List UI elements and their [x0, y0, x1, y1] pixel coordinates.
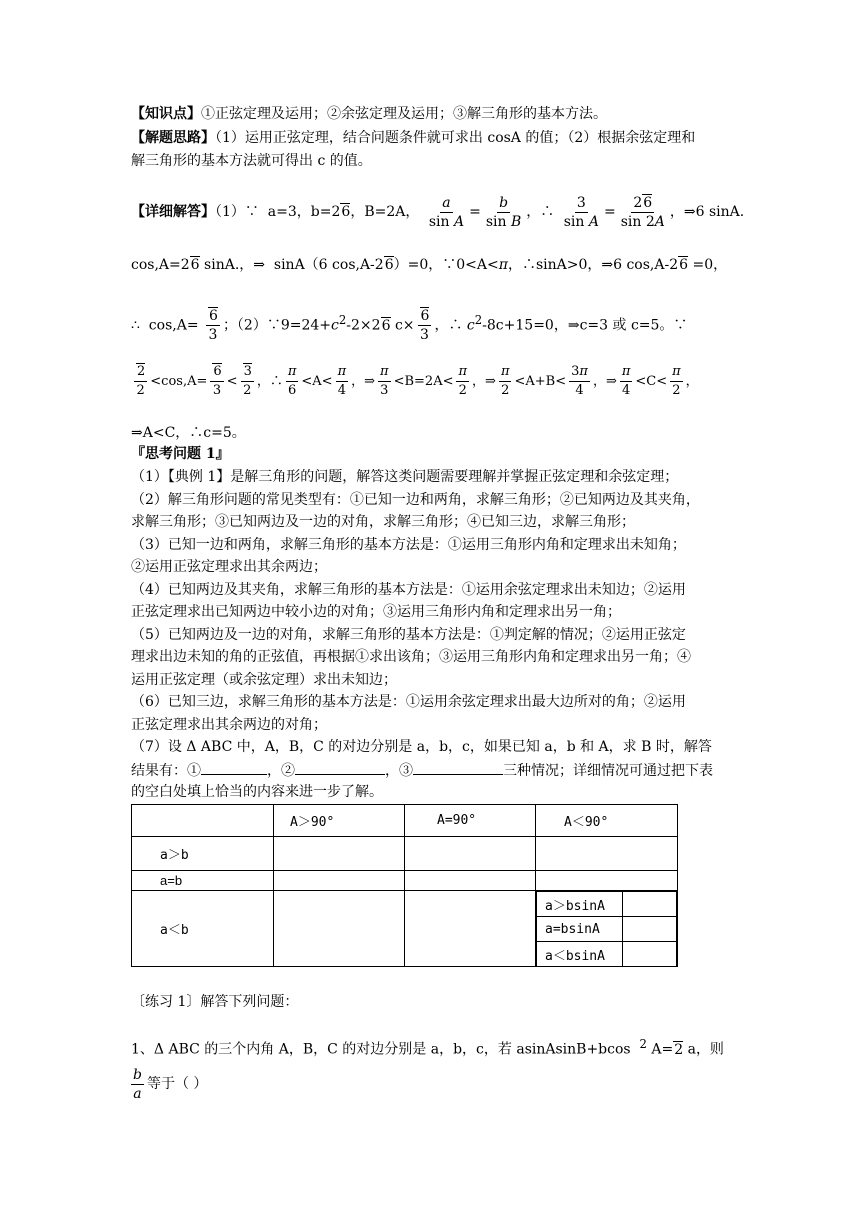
sub-row-label: a＞bsinA: [537, 892, 623, 917]
table-cell[interactable]: [405, 871, 536, 891]
exercise-q1-tail: 等于（ ）: [146, 1076, 208, 1092]
table-row: [132, 891, 678, 967]
knowledge-label: 【知识点】: [131, 106, 201, 122]
approach-line-1: [131, 128, 731, 148]
table-cell[interactable]: [536, 871, 678, 891]
fraction: $\frac{6}{3}$: [206, 307, 220, 344]
table-cell[interactable]: [536, 837, 678, 871]
thinking-line: （5）已知两边及一边的对角，求解三角形的基本方法是：①判定解的情况；②运用正弦定: [131, 627, 686, 643]
table-cell[interactable]: [405, 891, 536, 967]
knowledge-text: ①正弦定理及运用；②余弦定理及运用；③解三角形的基本方法。: [201, 106, 607, 122]
fraction-numerator: b: [133, 1066, 142, 1083]
fraction: [131, 1066, 144, 1103]
approach-line-2: 解三角形的基本方法就可得出 c 的值。: [131, 153, 372, 169]
solution-label: 【详细解答】: [131, 204, 215, 220]
thinking-line: 运用正弦定理（或余弦定理）求出未知边；: [131, 672, 397, 688]
table-cell[interactable]: [274, 837, 405, 871]
q7-text: ，③: [385, 763, 413, 779]
table-cell[interactable]: [274, 891, 405, 967]
sub-row-label: a=bsinA: [537, 917, 623, 942]
fraction: $\frac{6}{3}$: [418, 307, 432, 344]
fraction: $\frac{\pi}{4}$: [621, 364, 631, 398]
thinking-line: （2）解三角形问题的常见类型有：①已知一边和两角，求解三角形；②已知两边及其夹角，: [131, 492, 700, 508]
thinking-line: 求解三角形；③已知两边及一边的对角，求解三角形；④已知三边，求解三角形；: [131, 514, 635, 530]
solution-line-5: ⇒A<C，∴c=5。: [131, 425, 246, 441]
solution-line-3: ∴ cos,A= $\frac{6}{3}$ ；$(2)\because 9=24+c^2-2\times 26$ c× $\frac{6}{3}$ ，∴ $c^2-8c+15=0$，⇒c=3 或 c=5。∵: [131, 308, 688, 344]
fraction: $\frac{\pi}{6}$: [287, 364, 297, 398]
fraction-denominator: a: [133, 1085, 142, 1102]
fraction: $\frac{\pi}{2}$: [458, 364, 468, 398]
q7-text: ，②: [267, 763, 295, 779]
fraction: $\frac{3\pi}{4}$: [571, 364, 588, 398]
table-header-row: [132, 805, 678, 837]
fraction: $\frac{\pi}{2}$: [672, 364, 681, 398]
q7-text: 三种情况；详细情况可通过把下表: [503, 763, 713, 779]
answer-blank-2[interactable]: [295, 760, 385, 775]
solution-line-1: 【详细解答】（1）∵ a=3，b=26，B=2A， $\frac{a}{\text{sin A}}$ = $\frac{b}{\text{sin B}}$ ，∴ $\frac{3}{\text{sin A}}$ = $\frac{26}{\sin 2A}$ ，⇒6 sinA.: [131, 194, 745, 230]
thinking-line: （6）已知三边，求解三角形的基本方法是：①运用余弦定理求出最大边所对的角；②运用: [131, 694, 686, 710]
table-subcell-group: [536, 891, 678, 967]
fraction: $\frac{2}{2}$: [134, 363, 147, 400]
table-header-cell: A=90°: [405, 805, 536, 837]
exercise-q1-line: 1、Δ ABC 的三个内角 A，B，C 的对边分别是 a，b，c，若 asinAsinB+bcos $^2$ A=2 a，则: [131, 1037, 724, 1058]
fraction: $\frac{\pi}{2}$: [500, 364, 510, 398]
table-cell[interactable]: [623, 892, 677, 917]
exercise-q1-frac-line: [131, 1064, 731, 1104]
sub-table: [536, 891, 677, 966]
fraction: $\frac{3}{2}$: [241, 363, 254, 400]
fraction: $\frac{\pi}{4}$: [337, 364, 347, 398]
solution-line-4: $\frac{2}{2}$ <cos,A= $\frac{6}{3}$ < $\frac{3}{2}$ ，∴ $\frac{\pi}{6}$ <A< $\frac{\pi}{4}$ ，⇒ $\frac{\pi}{3}$ <B=2A< $\frac{\pi}{2}$ ，⇒ $\frac{\pi}{2}$ <A+B< $\frac{3\pi}{4}$ ，⇒ $\frac{\pi}{4}$ <C< $\frac{\pi}{2}$ ，: [131, 362, 731, 402]
thinking-line: ②运用正弦定理求出其余两边；: [131, 559, 327, 575]
table-cell[interactable]: [405, 837, 536, 871]
answer-blank-3[interactable]: [413, 760, 503, 775]
thinking-line: （3）已知一边和两角，求解三角形的基本方法是：①运用三角形内角和定理求出未知角；: [131, 537, 686, 553]
fraction: $\frac{b}{\text{sin B}}$: [485, 194, 522, 230]
table-row-label: a＞b: [132, 837, 274, 871]
q7-text: 结果有：①: [131, 763, 201, 779]
solution-line-2: cos,A=26 sinA.，⇒ sinA（6 cos,A-26）=0，∵0<A<π，∴sinA>0，⇒6 cos,A-26 =0，: [131, 257, 728, 273]
thinking-line: 理求出边未知的角的正弦值，再根据①求出该角；③运用三角形内角和定理求出另一角；④: [131, 649, 691, 665]
table-cell[interactable]: [623, 917, 677, 942]
table-header-cell: A＞90°: [274, 805, 405, 837]
table-row-label: a=b: [132, 871, 274, 891]
thinking-q7-blanks: [131, 760, 731, 781]
approach-text-1: （1）运用正弦定理，结合问题条件就可求出 cosA 的值；（2）根据余弦定理和: [215, 130, 696, 146]
table-row: [132, 837, 678, 871]
cases-table: [131, 804, 678, 967]
fraction: $\frac{3}{\text{sin A}}$: [563, 194, 599, 230]
table-cell[interactable]: [274, 871, 405, 891]
approach-label: 【解题思路】: [131, 130, 215, 146]
table-row: [132, 871, 678, 891]
fraction: $\frac{26}{\sin 2A}$: [620, 194, 665, 230]
exercise-label: 〔练习 1〕解答下列问题：: [131, 994, 299, 1010]
fraction: $\frac{\pi}{3}$: [380, 364, 389, 398]
knowledge-line: [131, 104, 731, 124]
sub-row-label: a＜bsinA: [537, 942, 623, 967]
table-row-label: a＜b: [132, 891, 274, 967]
table-header-cell: A＜90°: [536, 805, 678, 837]
thinking-line: （4）已知两边及其夹角，求解三角形的基本方法是：①运用余弦定理求出未知边；②运用: [131, 582, 686, 598]
table-cell[interactable]: [623, 942, 677, 967]
thinking-q7-line: （7）设 Δ ABC 中，A，B，C 的对边分别是 a，b，c，如果已知 a，b 和 A，求 B 时，解答: [131, 739, 712, 755]
answer-blank-1[interactable]: [201, 760, 267, 775]
thinking-q7-end: 的空白处填上恰当的内容来进一步了解。: [131, 784, 383, 800]
thinking-line: 正弦定理求出已知两边中较小边的对角；③运用三角形内角和定理求出另一角；: [131, 604, 621, 620]
fraction: $\frac{a}{\text{sin A}}$: [428, 194, 465, 230]
thinking-label: 『思考问题 1』: [131, 446, 230, 462]
fraction: $\frac{6}{3}$: [210, 363, 223, 400]
thinking-line: 正弦定理求出其余两边的对角；: [131, 717, 327, 733]
thinking-line: （1）【典例 1】是解三角形的问题，解答这类问题需要理解并掌握正弦定理和余弦定理；: [131, 469, 679, 485]
table-header-cell: [132, 805, 274, 837]
